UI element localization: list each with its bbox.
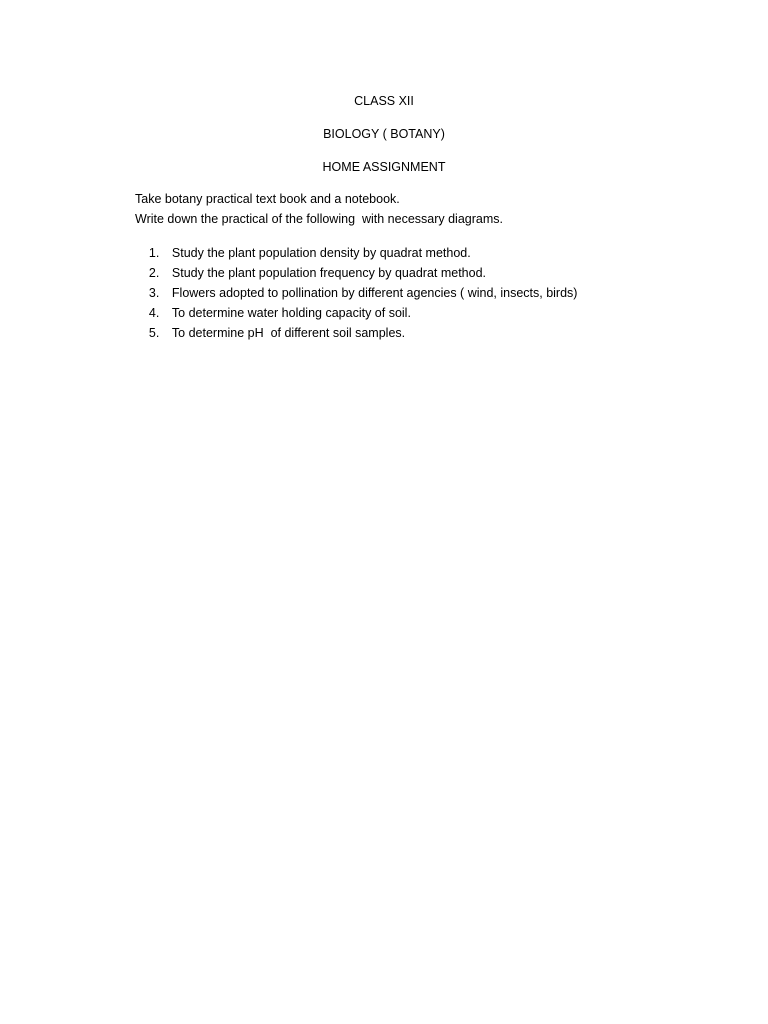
list-item-number: 4. — [148, 306, 160, 320]
list-item — [135, 312, 405, 354]
assignment-heading: HOME ASSIGNMENT — [322, 160, 446, 174]
subject-heading: BIOLOGY ( BOTANY) — [323, 127, 445, 141]
list-item-text: To determine water holding capacity of soil. — [171, 306, 411, 320]
intro-line-1: Take botany practical text book and a notebook. — [135, 192, 400, 206]
list-item-number: 3. — [148, 286, 160, 300]
list-item-number: 5. — [148, 326, 160, 340]
list-item-number: 2. — [148, 266, 160, 280]
intro-line-2: Write down the practical of the following with necessary diagrams. — [135, 212, 503, 226]
list-item-text: Study the plant population density by quadrat method. — [171, 246, 471, 260]
list-item-text: Flowers adopted to pollination by different agencies ( wind, insects, birds) — [171, 286, 578, 300]
list-item-number: 1. — [148, 246, 160, 260]
class-heading: CLASS XII — [354, 94, 414, 108]
list-item-text: To determine pH of different soil samples. — [171, 326, 406, 340]
list-item-text: Study the plant population frequency by quadrat method. — [171, 266, 487, 280]
